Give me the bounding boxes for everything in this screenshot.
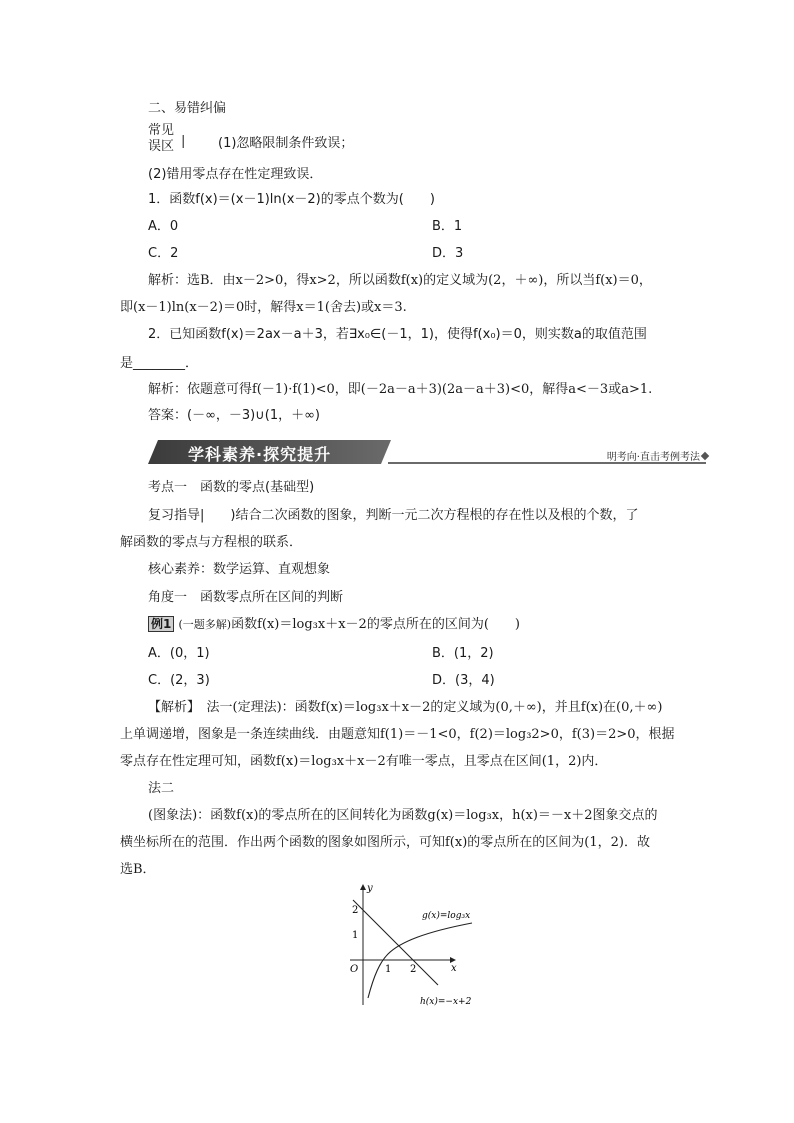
ex1-method2-line1: (图象法)：函数f(x)的零点所在的区间转化为函数g(x)＝log₃x，h(x)＝－x＋2图象交点的	[148, 808, 658, 823]
ex1-option-b: B．(1，2)	[432, 646, 494, 661]
function-graph	[330, 880, 490, 1010]
y-tick-2: 2	[352, 905, 359, 916]
side-label-top: 常见	[148, 123, 175, 138]
banner-subtitle: 明考向·直击考例考法	[606, 452, 700, 463]
kp-title: 考点一 函数的零点(基础型)	[148, 480, 315, 495]
x-tick-2: 2	[410, 964, 417, 975]
ex1-option-a: A．(0，1)	[148, 646, 210, 661]
ex1-stem: 函数f(x)＝log₃x＋x－2的零点所在的区间为( )	[231, 617, 520, 632]
ex1-method2-line3: 选B．	[120, 862, 156, 877]
ex1-method1-line2: 上单调递增，图象是一条连续曲线．由题意知f(1)＝－1<0，f(2)＝log₃2>0，f(3)＝2>0，根据	[120, 727, 675, 742]
ex1-stem-line	[148, 616, 520, 634]
q1-option-c: C．2	[148, 246, 179, 261]
ex1-method1-line1: 【解析】 法一(定理法)：函数f(x)＝log₃x＋x－2的定义域为(0,＋∞)，并且f(x)在(0,＋∞)	[148, 700, 663, 715]
section-title: 二、易错纠偏	[148, 101, 227, 116]
q2-solution: 解析：依题意可得f(－1)·f(1)<0，即(－2a－a＋3)(2a－a＋3)<0，解得a<－3或a>1.	[148, 382, 653, 397]
ex1-option-d: D．(3，4)	[432, 673, 495, 688]
kp-guide-line2: 解函数的零点与方程根的联系．	[120, 535, 303, 550]
x-tick-1: 1	[385, 964, 392, 975]
q1-solution-line1: 解析：选B．由x－2>0，得x>2，所以函数f(x)的定义域为(2，＋∞)，所以当f(x)＝0，	[148, 273, 652, 288]
y-tick-1: 1	[352, 930, 359, 941]
section-banner	[148, 440, 708, 466]
q1-solution-line2: 即(x－1)ln(x－2)＝0时，解得x＝1(舍去)或x＝3.	[120, 300, 407, 315]
q2-answer: 答案：(－∞，－3)∪(1，＋∞)	[148, 408, 321, 423]
banner-title: 学科素养·探究提升	[188, 445, 332, 464]
q1-option-d: D．3	[432, 246, 464, 261]
kp-guide-line1: 复习指导| )结合二次函数的图象，判断一元二次方程根的存在性以及根的个数，了	[148, 508, 639, 523]
q1-stem: 1．函数f(x)＝(x－1)ln(x－2)的零点个数为( )	[148, 192, 435, 207]
side-label-bottom: 误区	[148, 139, 175, 154]
ex1-method2-line2: 横坐标所在的范围．作出两个函数的图象如图所示，可知f(x)的零点所在的区间为(1，2)．故	[120, 835, 650, 850]
kp-angle: 角度一 函数零点所在区间的判断	[148, 590, 344, 605]
mistake-item-1: (1)忽略限制条件致误；	[218, 136, 354, 151]
q1-option-a: A．0	[148, 219, 179, 234]
mistake-item-2: (2)错用零点存在性定理致误．	[148, 167, 323, 182]
origin-label: O	[350, 964, 359, 975]
ex1-method2-title: 法二	[148, 781, 175, 796]
h-label: h(x)=−x+2	[420, 997, 472, 1007]
q2-stem-line2: 是________．	[120, 356, 199, 371]
ex1-method1-line3: 零点存在性定理可知，函数f(x)＝log₃x＋x－2有唯一零点，且零点在区间(1，2)内．	[120, 754, 608, 769]
y-axis-label: y	[367, 883, 373, 894]
x-axis-label: x	[451, 963, 457, 974]
q2-stem-line1: 2．已知函数f(x)＝2ax－a＋3，若∃x₀∈(－1，1)，使得f(x₀)＝0，则实数a的取值范围	[148, 327, 647, 342]
example-tag: 例1	[148, 616, 174, 632]
kp-core: 核心素养：数学运算、直观想象	[148, 562, 331, 577]
label-bracket: |	[181, 134, 186, 149]
diamond-icon	[701, 452, 709, 460]
q1-option-b: B．1	[432, 219, 463, 234]
g-label: g(x)=log₃x	[422, 911, 471, 921]
ex1-note: (一题多解)	[178, 618, 232, 631]
ex1-option-c: C．(2，3)	[148, 673, 210, 688]
